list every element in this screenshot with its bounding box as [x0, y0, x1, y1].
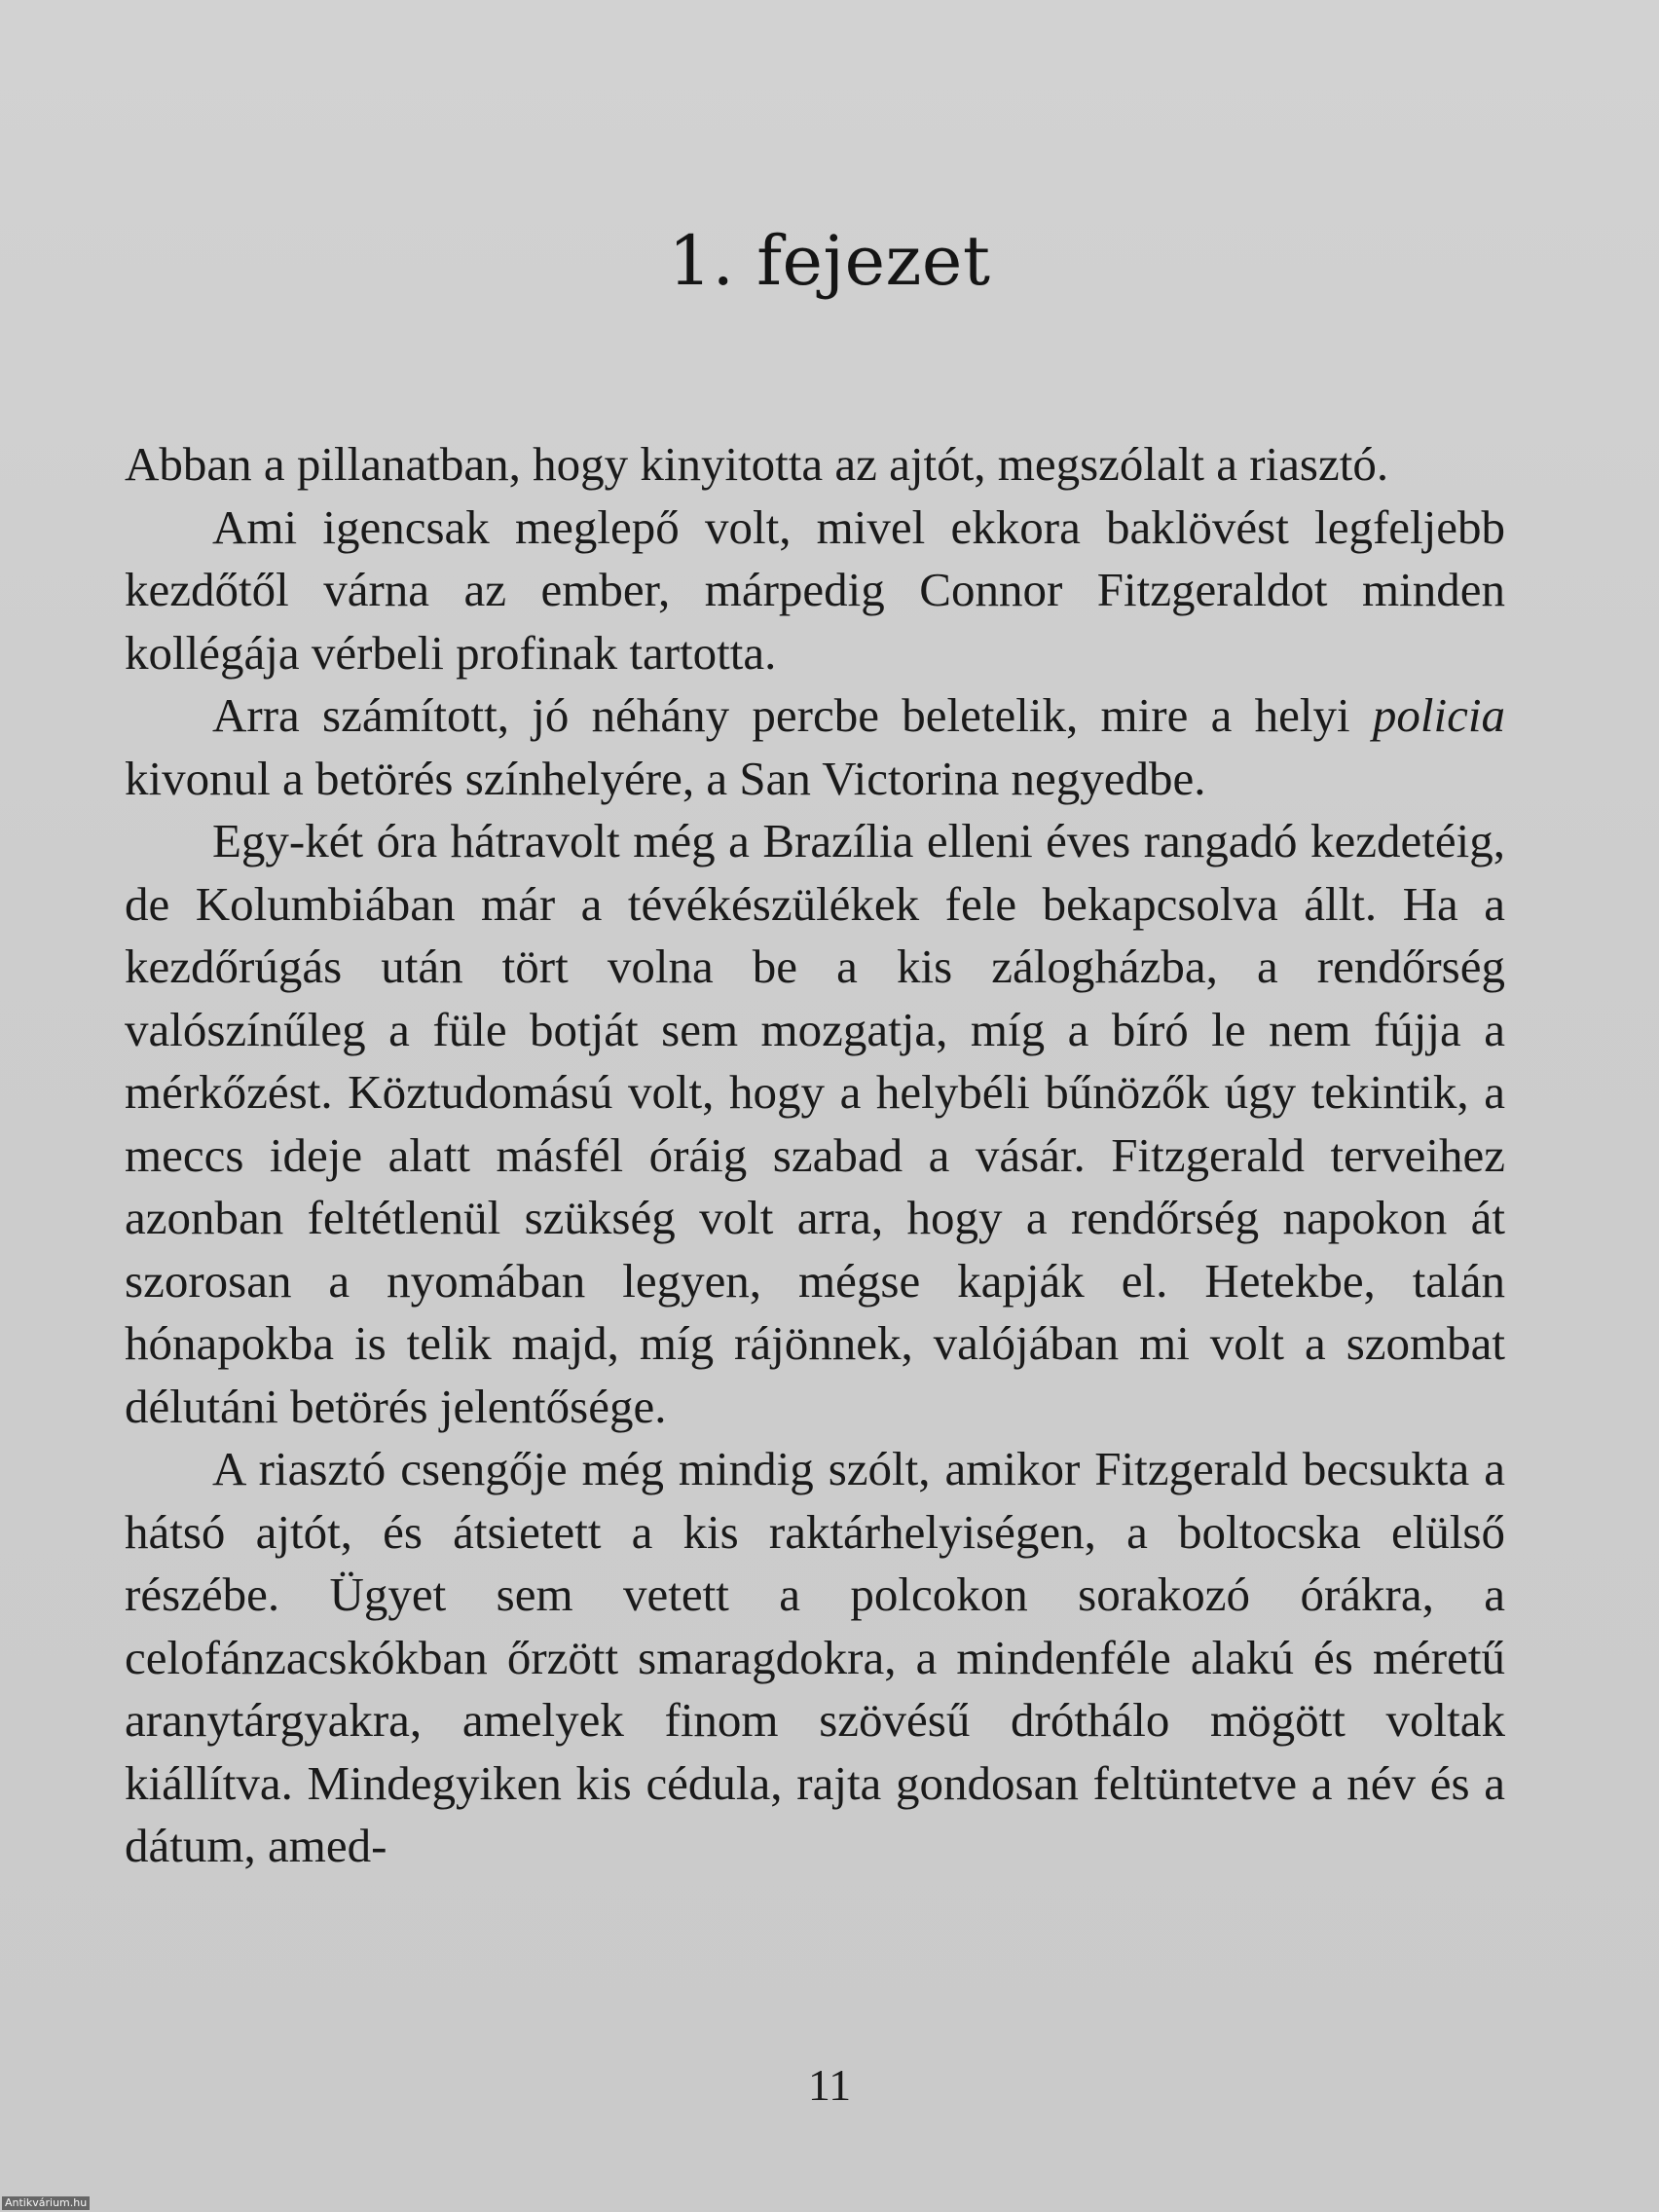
- paragraph-2: Ami igencsak meglepő volt, mivel ekkora baklövést legfeljebb kezdőtől várna az ember, márpedig Connor Fitzgeraldot minden kollégája vérbeli profinak tartotta.: [125, 499, 1505, 680]
- paragraph-5: A riasztó csengője még mindig szólt, amikor Fitzgerald becsukta a hátsó ajtót, és átsietett a kis raktárhelyiségen, a boltocska elülső részébe. Ügyet sem vetett a polcokon sorakozó órákra, a celofánzacskókban őrzött smaragdokra, a mindenféle alakú és méretű aranytárgyakra, amelyek finom szövésű dróthálo mögött voltak kiállítva. Mindegyiken kis cédula, rajta gondosan feltüntetve a név és a dátum, amed-: [125, 1442, 1505, 1872]
- paragraph-4: Egy-két óra hátravolt még a Brazília elleni éves rangadó kezdetéig, de Kolumbiában már a tévékészülékek fele bekapcsolva állt. Ha a kezdőrúgás után tört volna be a kis zálogházba, a rendőrség valószínűleg a füle botját sem mozgatja, míg a bíró le nem fújja a mérkőzést. Köztudomású volt, hogy a helybéli bűnözők úgy tekintik, a meccs ideje alatt másfél óráig szabad a vásár. Fitzgerald terveihez azonban feltétlenül szükség volt arra, hogy a rendőrség napokon át szorosan a nyomában legyen, mégse kapják el. Hetekbe, talán hónapokba is telik majd, míg rájönnek, valójában mi volt a szombat délutáni betörés jelentősége.: [125, 814, 1505, 1433]
- paragraph-3: [125, 684, 1505, 810]
- paragraph-3-before: Arra számított, jó néhány percbe beletelik, mire a helyi: [212, 688, 1373, 742]
- chapter-title: 1. fejezet: [668, 221, 991, 301]
- chapter-body: [125, 433, 1505, 1878]
- italic-word-policia: policia: [1372, 688, 1505, 742]
- watermark-logo: Antikvárium.hu: [2, 2196, 90, 2210]
- paragraph-1: Abban a pillanatban, hogy kinyitotta az ajtót, megszólalt a riasztó.: [125, 437, 1389, 491]
- paragraph-3-after: kivonul a betörés színhelyére, a San Victorina negyedbe.: [125, 751, 1206, 805]
- page-number: 11: [807, 2060, 852, 2110]
